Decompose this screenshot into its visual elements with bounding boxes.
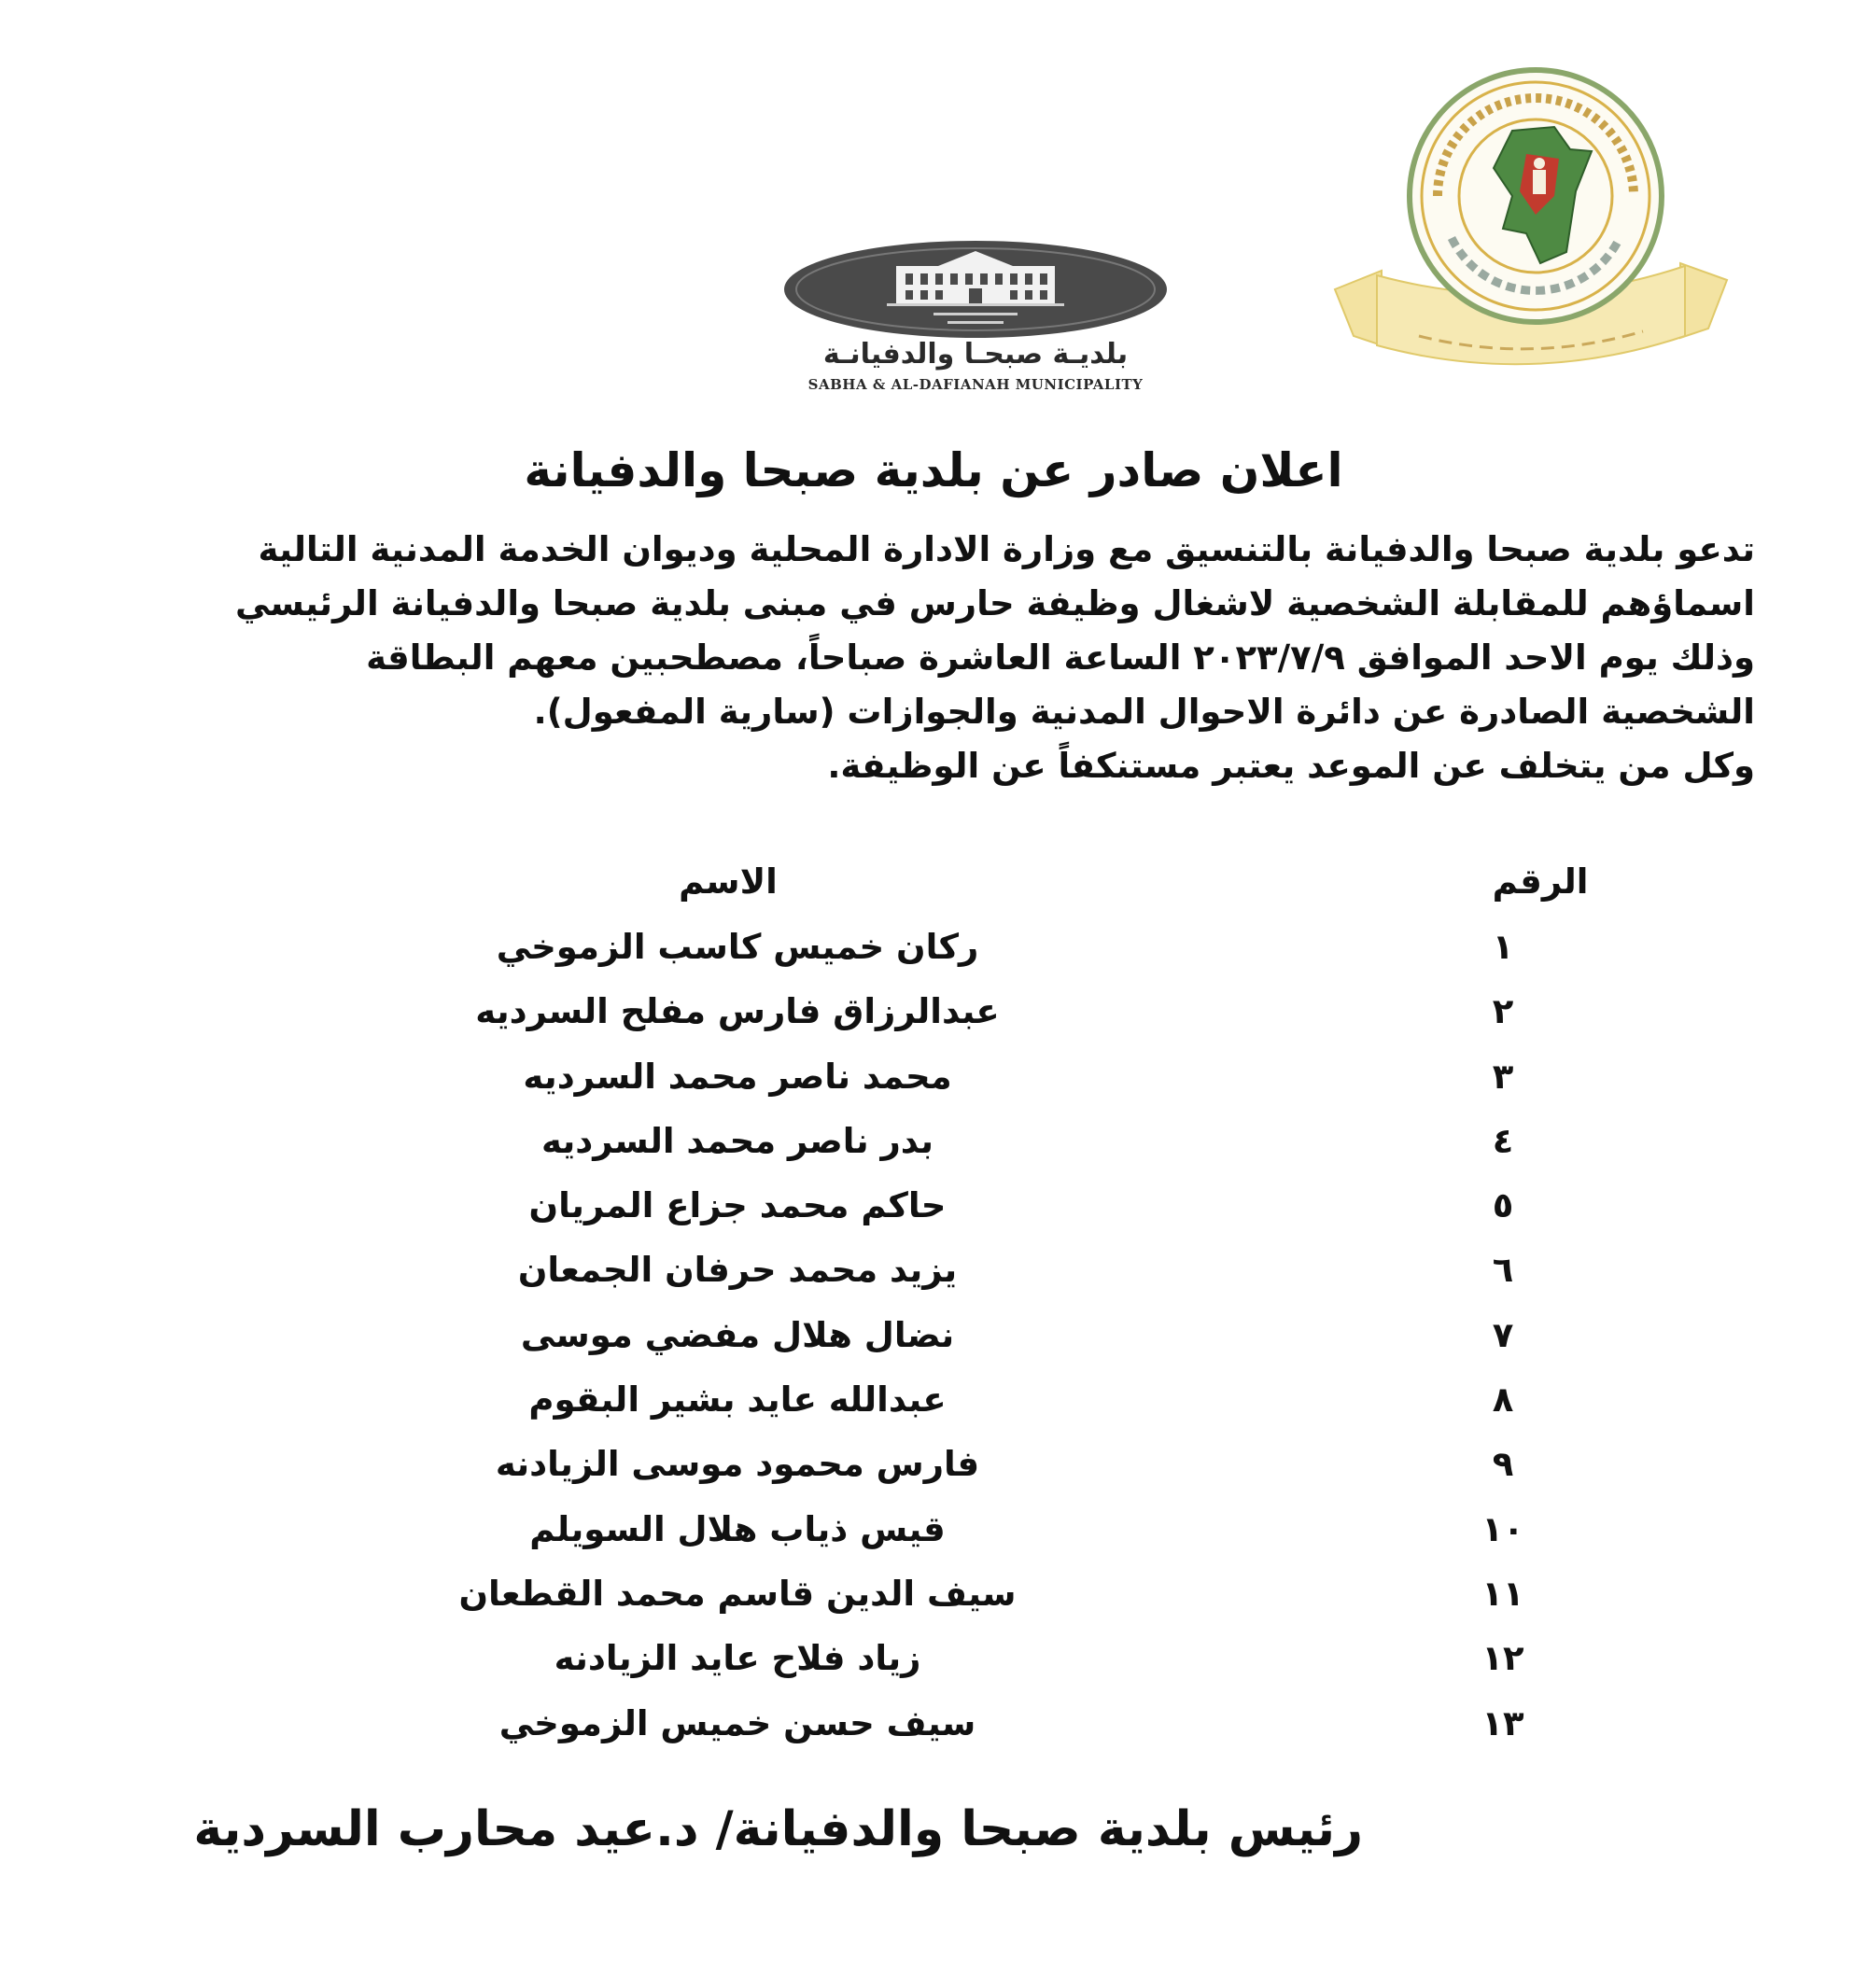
table-row [373,919,1699,984]
table-row [373,1113,1699,1178]
row-number: ٧ [1492,1314,1514,1355]
row-number: ١ [1492,927,1514,967]
row-name: نضال هلال مفضي موسى [520,1314,955,1355]
column-header-name: الاسم [679,861,778,902]
row-number: ٤ [1492,1120,1514,1161]
municipality-name-english: SABHA & AL-DAFIANAH MUNICIPALITY [807,376,1144,393]
body-line: وذلك يوم الاحد الموافق ٢٠٢٣/٧/٩ الساعة العاشرة صباحاً، مصطحبين معهم البطاقة [366,637,1755,678]
row-name: سيف حسن خميس الزموخي [498,1702,976,1743]
row-name: عبدالرزاق فارس مفلح السرديه [475,991,1000,1032]
table-row [373,1372,1699,1436]
row-number: ١١ [1481,1573,1524,1614]
table-row [373,1308,1699,1372]
row-number: ٢ [1492,991,1514,1032]
column-header-number: الرقم [1492,861,1589,902]
row-name: محمد ناصر محمد السرديه [523,1056,952,1097]
row-name: حاكم محمد جزاع المريان [528,1185,947,1226]
table-row [373,984,1699,1048]
civil-service-seal-icon [1326,65,1736,383]
civil-service-seal [1326,65,1736,383]
row-number: ١٢ [1481,1638,1524,1679]
municipality-emblem-icon [775,238,1176,341]
body-line: وكل من يتخلف عن الموعد يعتبر مستنكفاً عن الوظيفة. [827,746,1755,786]
row-number: ١٣ [1481,1702,1524,1743]
row-name: ركان خميس كاسب الزموخي [496,927,979,967]
row-name: فارس محمود موسى الزيادنه [495,1444,980,1485]
table-row [373,1242,1699,1307]
table-row [373,1049,1699,1113]
row-number: ٥ [1492,1185,1514,1226]
table-row [373,1436,1699,1501]
table-row [373,1502,1699,1566]
row-name: يزيد محمد حرفان الجمعان [517,1250,958,1291]
announcement-body [149,523,1755,793]
body-line: تدعو بلدية صبحا والدفيانة بالتنسيق مع وزارة الادارة المحلية وديوان الخدمة المدنية التالية [258,529,1755,569]
row-number: ٦ [1492,1250,1514,1291]
table-row [373,1631,1699,1695]
row-name: قيس ذياب هلال السويلم [529,1508,946,1549]
table-row [373,1566,1699,1631]
table-row [373,1178,1699,1242]
announcement-title: اعلان صادر عن بلدية صبحا والدفيانة [524,443,1343,497]
row-number: ٣ [1492,1056,1514,1097]
row-name: زياد فلاح عايد الزيادنه [554,1638,921,1679]
municipality-logo [775,238,1176,397]
row-number: ١٠ [1481,1508,1524,1549]
body-line: اسماؤهم للمقابلة الشخصية لاشغال وظيفة حارس في مبنى بلدية صبحا والدفيانة الرئيسي [234,583,1755,623]
candidates-list [373,919,1699,1760]
municipality-name-arabic: بلديـة صبحـا والدفيانـة [822,338,1129,371]
row-name: عبدالله عايد بشير البقوم [528,1379,947,1421]
row-name: سيف الدين قاسم محمد القطعان [458,1573,1017,1614]
row-number: ٨ [1492,1379,1514,1421]
table-row [373,1696,1699,1760]
row-name: بدر ناصر محمد السرديه [540,1120,934,1161]
signature-line: رئيس بلدية صبحا والدفيانة/ د.عيد محارب السردية [193,1801,1363,1857]
body-line: الشخصية الصادرة عن دائرة الاحوال المدنية والجوازات (سارية المفعول). [533,692,1755,732]
row-number: ٩ [1492,1444,1514,1485]
